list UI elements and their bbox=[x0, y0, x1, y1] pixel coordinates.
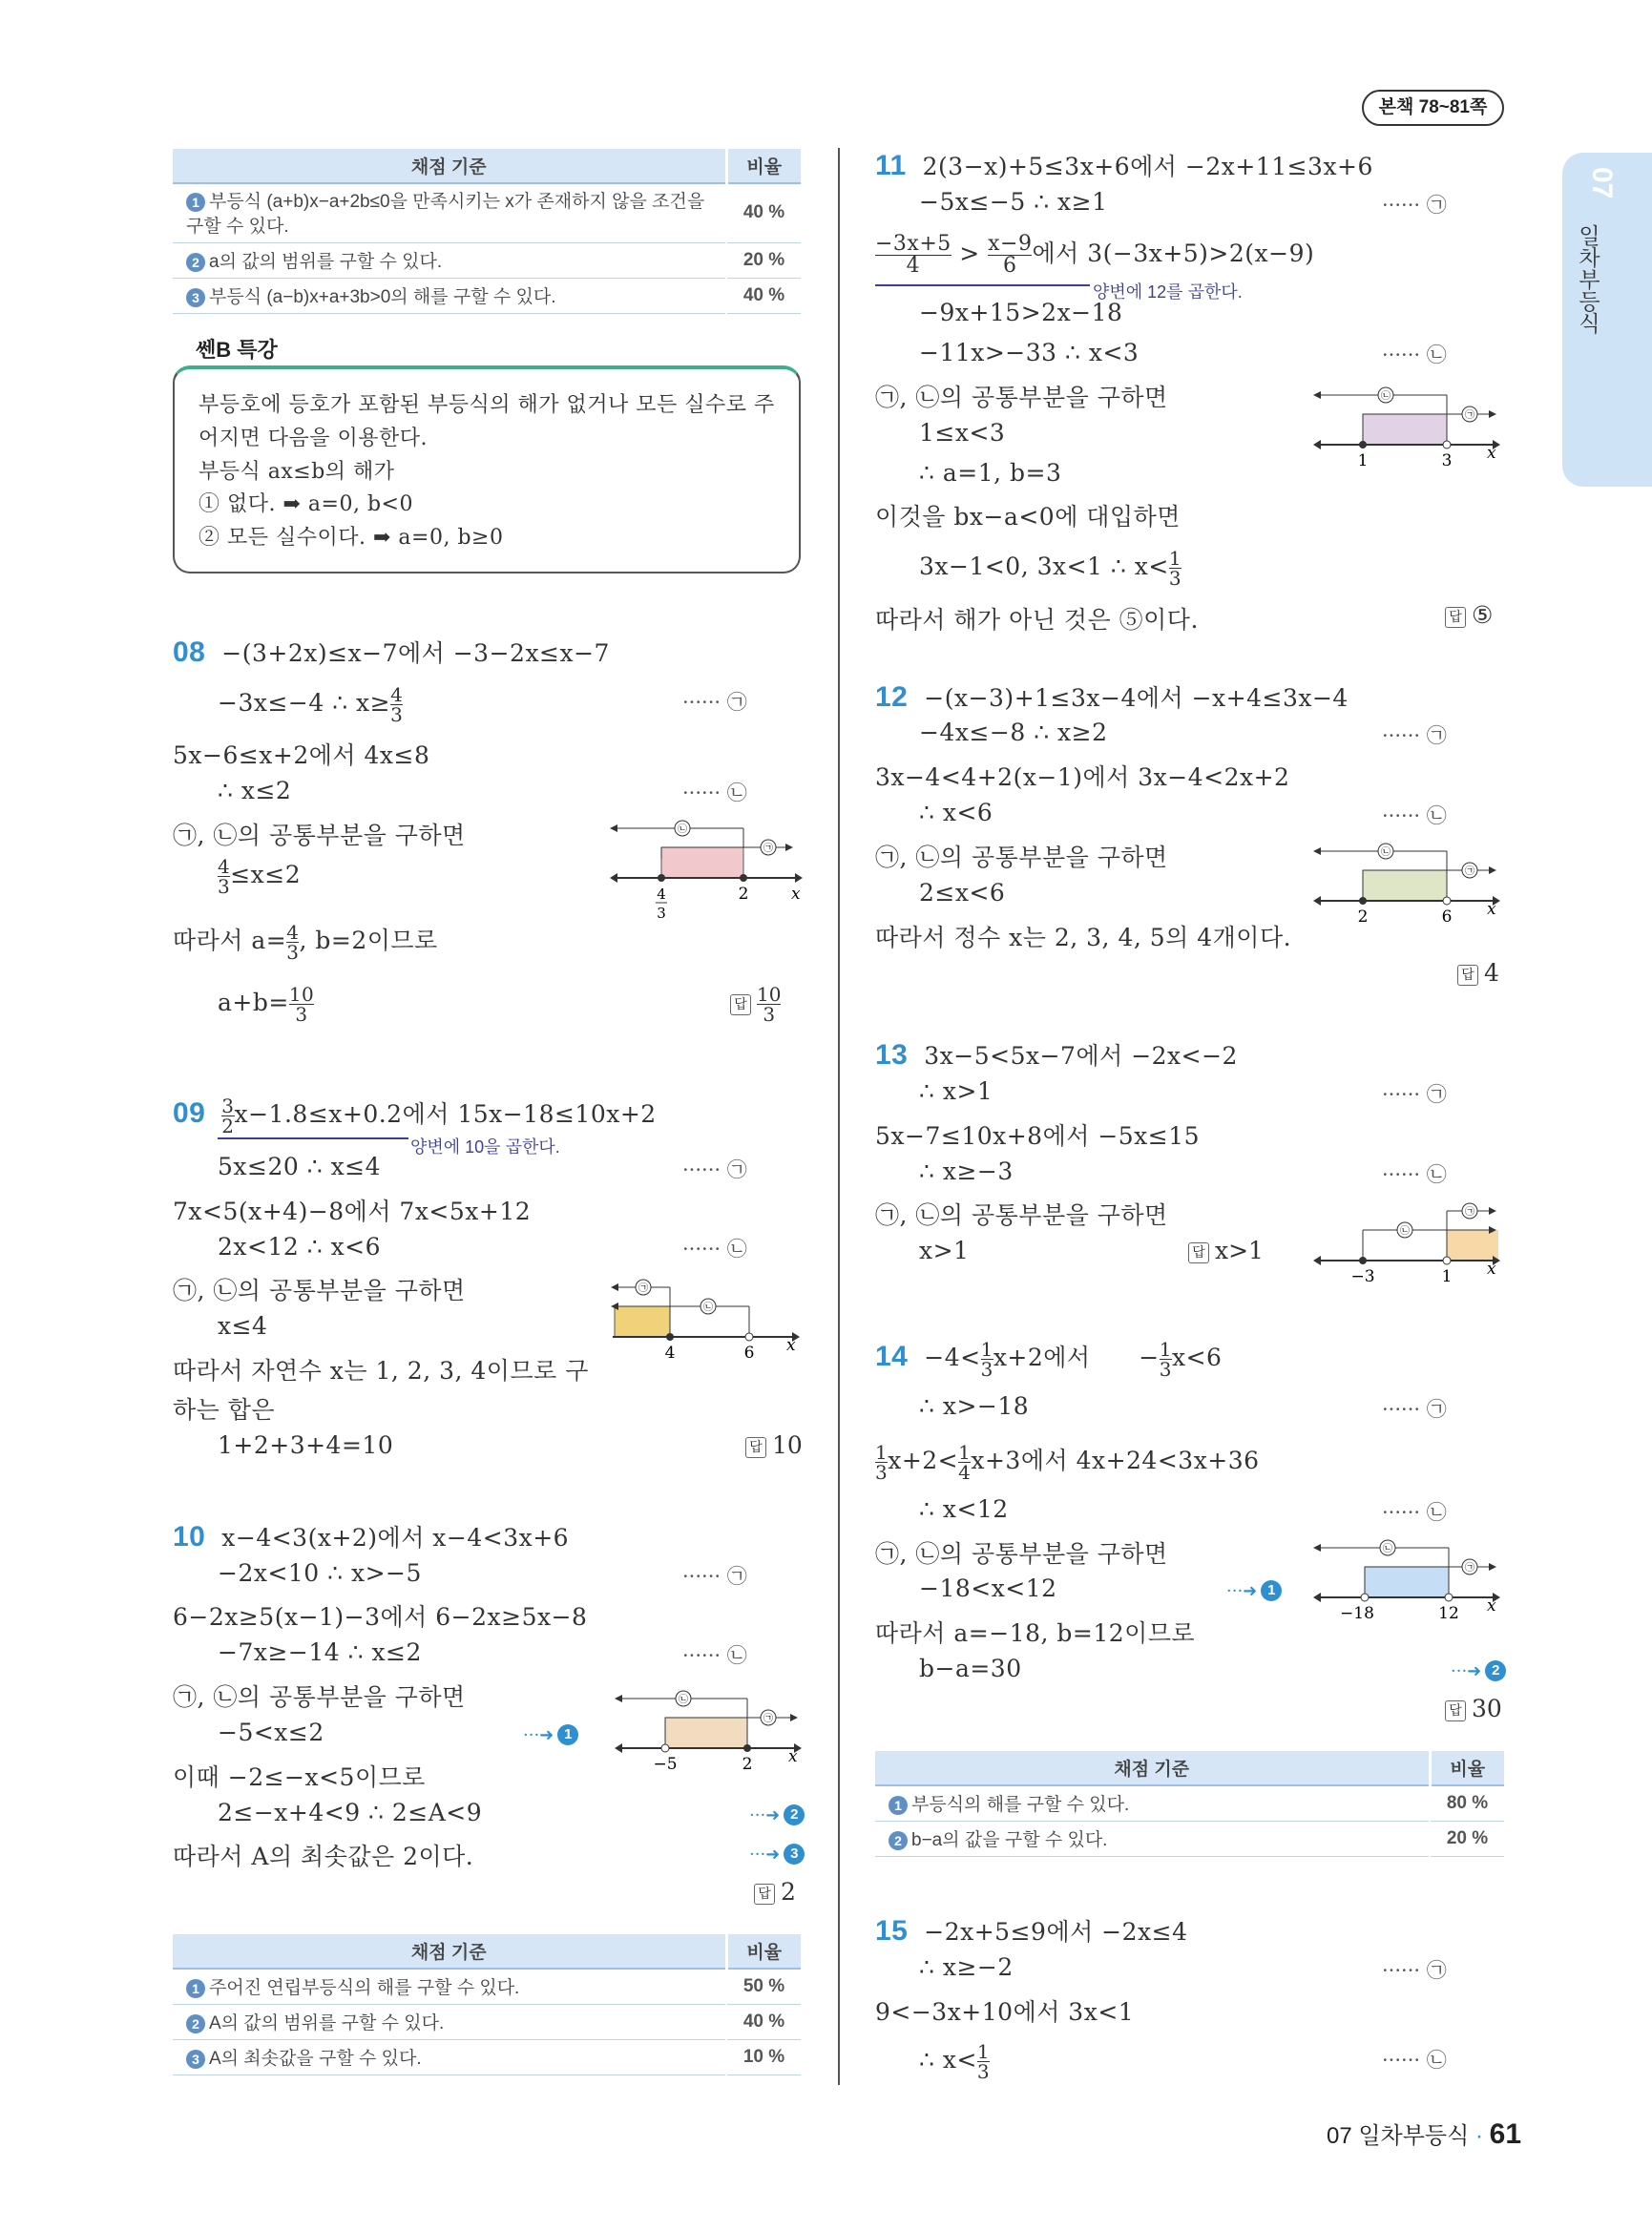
line: 3x−4<4+2(x−1)에서 3x−4<2x+2 bbox=[875, 763, 1290, 791]
svg-text:2: 2 bbox=[742, 1755, 753, 1774]
marker-2: ······ ㉡ bbox=[1382, 2049, 1447, 2072]
line: −7x≥−14 ∴ x≤2 bbox=[218, 1638, 422, 1666]
number-line-08 bbox=[606, 819, 806, 926]
problem-09: 09 $\frac{3}{2}$ x−1.8≤x+0.2에서 15x−18≤10x+2 bbox=[173, 1095, 657, 1137]
marker-2: ······ ㉡ bbox=[682, 782, 747, 804]
line: −3x≤−4 ∴ x≥ $\frac{4}{3}$ bbox=[218, 683, 404, 726]
svg-text:−3: −3 bbox=[1350, 1267, 1375, 1286]
line: ∴ x≥−2 bbox=[919, 1953, 1014, 1981]
line: 7x<5(x+4)−8에서 7x<5x+12 bbox=[173, 1198, 532, 1225]
line: ∴ x≥−3 bbox=[919, 1157, 1014, 1185]
number-line-11 bbox=[1309, 382, 1505, 472]
line: ∴ x>1 bbox=[919, 1077, 993, 1105]
line: 따라서 해가 아닌 것은 ⑤이다. bbox=[875, 606, 1199, 634]
line: ∴ a=1, b=3 bbox=[919, 459, 1062, 487]
table-header-rate: 비율 bbox=[726, 1934, 801, 1969]
marker-2: ······ ㉡ bbox=[682, 1238, 747, 1261]
line: 따라서 자연수 x는 1, 2, 3, 4이므로 구 bbox=[173, 1357, 589, 1385]
answer: 답 10 bbox=[745, 1431, 803, 1459]
answer: 답 2 bbox=[754, 1878, 796, 1906]
svg-text:㉠: ㉠ bbox=[763, 844, 773, 854]
svg-text:x: x bbox=[788, 1747, 798, 1766]
number-line-10 bbox=[611, 1685, 806, 1776]
line: 3x−1<0, 3x<1 ∴ x< $\frac{1}{3}$ bbox=[919, 547, 1182, 590]
line: −18<x<12 bbox=[919, 1574, 1057, 1602]
table-row: 3 부등식 (a−b)x+a+3b>0의 해를 구할 수 있다. 40 % bbox=[173, 278, 801, 313]
number-line-14 bbox=[1309, 1534, 1505, 1625]
side-tab-title: 일차부등식 bbox=[1576, 224, 1600, 334]
svg-text:3: 3 bbox=[657, 905, 666, 922]
svg-text:㉠: ㉠ bbox=[1465, 1207, 1474, 1218]
problem-10: 10 x−4<3(x+2)에서 x−4<3x+6 bbox=[173, 1521, 570, 1553]
line: ㉠, ㉡의 공통부분을 구하면 bbox=[875, 1201, 1168, 1229]
svg-text:2: 2 bbox=[1357, 907, 1369, 927]
svg-text:㉠: ㉠ bbox=[1465, 866, 1474, 877]
marker-2: ······ ㉡ bbox=[1382, 1501, 1447, 1524]
scoring-table-2 bbox=[173, 1934, 801, 2075]
svg-text:x: x bbox=[1487, 444, 1496, 463]
line: $\frac{4}{3}$ ≤x≤2 bbox=[218, 855, 302, 898]
line: ㉠, ㉡의 공통부분을 구하면 bbox=[173, 822, 466, 849]
column-divider bbox=[838, 148, 840, 2085]
line: $\frac{-3x+5}{4}$ > $\frac{x-9}{6}$ 에서 3(−3x+5)>2(x−9) bbox=[875, 232, 1315, 278]
line: ∴ x≤2 bbox=[218, 777, 292, 804]
problem-13: 13 3x−5<5x−7에서 −2x<−2 bbox=[875, 1039, 1238, 1071]
svg-text:−18: −18 bbox=[1340, 1604, 1374, 1623]
table-row: 1 부등식 (a+b)x−a+2b≤0을 만족시키는 x가 존재하지 않을 조건을 구할 수 있다. 40 % bbox=[173, 183, 801, 242]
marker-1: ······ ㉠ bbox=[1382, 1959, 1447, 1982]
line: 이것을 bx−a<0에 대입하면 bbox=[875, 503, 1181, 531]
line: ∴ x<12 bbox=[919, 1495, 1009, 1523]
svg-text:x: x bbox=[1487, 900, 1496, 919]
answer: 답 x>1 bbox=[1188, 1237, 1264, 1264]
tip-line: 부등식 ax≤b의 해가 bbox=[199, 460, 395, 484]
svg-text:1: 1 bbox=[1357, 451, 1369, 470]
line: 2≤−x+4<9 ∴ 2≤A<9 bbox=[218, 1799, 483, 1826]
step-marker: ···➜ 1 bbox=[1226, 1574, 1282, 1602]
line: 이때 −2≤−x<5이므로 bbox=[173, 1763, 426, 1791]
page-number: 61 bbox=[1489, 2118, 1522, 2150]
svg-text:㉠: ㉠ bbox=[1465, 1563, 1474, 1574]
tip-line: ① 없다. ➡ a=0, b<0 bbox=[199, 492, 413, 516]
line: 따라서 정수 x는 2, 3, 4, 5의 4개이다. bbox=[875, 924, 1292, 951]
line: 1≤x<3 bbox=[919, 419, 1006, 447]
line: ㉠, ㉡의 공통부분을 구하면 bbox=[173, 1277, 466, 1304]
line: ㉠, ㉡의 공통부분을 구하면 bbox=[173, 1683, 466, 1711]
step-marker: ···➜ 2 bbox=[749, 1799, 805, 1826]
problem-11: 11 2(3−x)+5≤3x+6에서 −2x+11≤3x+6 bbox=[875, 150, 1373, 181]
line: x>1 bbox=[919, 1237, 970, 1264]
answer: 답 30 bbox=[1445, 1695, 1502, 1722]
table-header-rate: 비율 bbox=[726, 149, 801, 183]
svg-text:㉡: ㉡ bbox=[1383, 1544, 1392, 1554]
marker-2: ······ ㉡ bbox=[1382, 344, 1447, 366]
table-row: 3 A의 최솟값을 구할 수 있다. 10 % bbox=[173, 2039, 801, 2075]
svg-text:x: x bbox=[1487, 1596, 1496, 1616]
tip-title: 쎈B 특강 bbox=[196, 338, 278, 362]
answer: 답 4 bbox=[1457, 959, 1499, 987]
line: 5x−7≤10x+8에서 −5x≤15 bbox=[875, 1122, 1201, 1150]
line: a+b= $\frac{10}{3}$ bbox=[218, 983, 315, 1026]
line: ∴ x>−18 bbox=[919, 1392, 1030, 1420]
line: −2x<10 ∴ x>−5 bbox=[218, 1559, 422, 1587]
side-tab-number: 07 bbox=[1586, 167, 1618, 199]
svg-text:㉡: ㉡ bbox=[1381, 847, 1391, 858]
svg-text:−5: −5 bbox=[653, 1755, 678, 1774]
line: −11x>−33 ∴ x<3 bbox=[919, 339, 1140, 366]
line: 2x<12 ∴ x<6 bbox=[218, 1233, 382, 1261]
line: ㉠, ㉡의 공통부분을 구하면 bbox=[875, 1540, 1168, 1568]
note-line bbox=[875, 284, 1090, 286]
table-header-criteria: 채점 기준 bbox=[875, 1751, 1430, 1785]
svg-text:x: x bbox=[791, 885, 801, 904]
marker-1: ······ ㉠ bbox=[682, 1158, 747, 1181]
svg-text:6: 6 bbox=[1441, 907, 1453, 927]
marker-2: ······ ㉡ bbox=[1382, 1163, 1447, 1186]
line: x≤4 bbox=[218, 1312, 268, 1340]
problem-14: 14 −4< $\frac{1}{3}$ x+2에서 − $\frac{1}{3}$ x<6 bbox=[875, 1338, 1223, 1381]
table-row: 2 a의 값의 범위를 구할 수 있다. 20 % bbox=[173, 242, 801, 278]
line: 9<−3x+10에서 3x<1 bbox=[875, 1998, 1135, 2026]
svg-text:2: 2 bbox=[738, 885, 749, 904]
svg-text:㉡: ㉡ bbox=[1400, 1226, 1410, 1237]
marker-1: ······ ㉠ bbox=[1382, 1398, 1447, 1421]
svg-text:x: x bbox=[1487, 1260, 1496, 1279]
svg-text:6: 6 bbox=[743, 1344, 755, 1363]
table-header-criteria: 채점 기준 bbox=[173, 1934, 726, 1969]
answer: 답 $\frac{10}{3}$ bbox=[730, 985, 781, 1024]
problem-12: 12 −(x−3)+1≤3x−4에서 −x+4≤3x−4 bbox=[875, 681, 1349, 713]
svg-text:㉡: ㉡ bbox=[678, 824, 687, 835]
svg-text:12: 12 bbox=[1438, 1604, 1459, 1623]
line: −4x≤−8 ∴ x≥2 bbox=[919, 719, 1108, 746]
tip-line: 어지면 다음을 이용한다. bbox=[199, 427, 429, 450]
line: 따라서 a=−18, b=12이므로 bbox=[875, 1619, 1196, 1647]
line: 따라서 a= $\frac{4}{3}$ , b=2이므로 bbox=[173, 921, 438, 964]
line: −9x+15>2x−18 bbox=[919, 299, 1123, 326]
svg-text:㉠: ㉠ bbox=[763, 1714, 773, 1724]
step-marker: ···➜ 1 bbox=[523, 1719, 578, 1746]
table-header-rate: 비율 bbox=[1430, 1751, 1504, 1785]
svg-text:4: 4 bbox=[664, 1344, 676, 1363]
line: −5<x≤2 bbox=[218, 1719, 324, 1746]
book-ref-badge: 본책 78~81쪽 bbox=[1362, 90, 1504, 126]
line: 6−2x≥5(x−1)−3에서 6−2x≥5x−8 bbox=[173, 1603, 588, 1631]
svg-text:㉡: ㉡ bbox=[679, 1695, 688, 1705]
line: 2≤x<6 bbox=[919, 879, 1006, 907]
problem-15: 15 −2x+5≤9에서 −2x≤4 bbox=[875, 1915, 1188, 1947]
svg-text:3: 3 bbox=[1441, 451, 1453, 470]
line: b−a=30 bbox=[919, 1655, 1022, 1682]
step-marker: ···➜ 2 bbox=[1451, 1655, 1506, 1682]
table-row: 2 b−a의 값을 구할 수 있다. 20 % bbox=[875, 1821, 1504, 1856]
number-line-13 bbox=[1309, 1198, 1505, 1288]
table-header-criteria: 채점 기준 bbox=[173, 149, 726, 183]
line: ∴ x<6 bbox=[919, 799, 993, 826]
marker-2: ······ ㉡ bbox=[1382, 804, 1447, 827]
marker-1: ······ ㉠ bbox=[1382, 724, 1447, 747]
table-row: 1 부등식의 해를 구할 수 있다. 80 % bbox=[875, 1785, 1504, 1821]
step-marker: ···➜ 3 bbox=[749, 1838, 805, 1866]
svg-text:4: 4 bbox=[657, 886, 666, 903]
tip-line: 부등호에 등호가 포함된 부등식의 해가 없거나 모든 실수로 주 bbox=[199, 393, 775, 417]
line: ∴ x< $\frac{1}{3}$ bbox=[919, 2040, 991, 2083]
svg-text:㉠: ㉠ bbox=[638, 1283, 648, 1294]
marker-1: ······ ㉠ bbox=[682, 1565, 747, 1588]
note: 양변에 10을 곱한다. bbox=[410, 1137, 560, 1157]
scoring-table-3 bbox=[875, 1751, 1504, 1857]
marker-1: ······ ㉠ bbox=[682, 691, 747, 714]
marker-1: ······ ㉠ bbox=[1382, 1083, 1447, 1106]
svg-text:㉠: ㉠ bbox=[1465, 410, 1474, 421]
line: 5x−6≤x+2에서 4x≤8 bbox=[173, 741, 430, 769]
number-line-12 bbox=[1309, 838, 1505, 928]
table-row: 2 A의 값의 범위를 구할 수 있다. 40 % bbox=[173, 2004, 801, 2039]
svg-text:1: 1 bbox=[1441, 1267, 1453, 1286]
svg-text:㉡: ㉡ bbox=[703, 1303, 713, 1313]
line: 하는 합은 bbox=[173, 1396, 276, 1424]
marker-2: ······ ㉡ bbox=[682, 1644, 747, 1667]
marker-1: ······ ㉠ bbox=[1382, 194, 1447, 217]
note: 양변에 12를 곱한다. bbox=[1093, 282, 1243, 302]
line: $\frac{1}{3}$ x+2< $\frac{1}{4}$ x+3에서 4x+24<3x+36 bbox=[875, 1441, 1260, 1484]
number-line-09 bbox=[609, 1274, 805, 1365]
svg-text:㉡: ㉡ bbox=[1381, 391, 1391, 402]
svg-text:x: x bbox=[786, 1336, 796, 1355]
line: ㉠, ㉡의 공통부분을 구하면 bbox=[875, 384, 1168, 411]
scoring-table-1 bbox=[173, 149, 801, 314]
line: 5x≤20 ∴ x≤4 bbox=[218, 1153, 382, 1180]
line: 따라서 A의 최솟값은 2이다. bbox=[173, 1843, 474, 1870]
line: −5x≤−5 ∴ x≥1 bbox=[919, 188, 1108, 216]
problem-08: 08 −(3+2x)≤x−7에서 −3−2x≤x−7 bbox=[173, 636, 610, 668]
line: 1+2+3+4=10 bbox=[218, 1431, 394, 1459]
note-line bbox=[218, 1137, 408, 1139]
line: ㉠, ㉡의 공통부분을 구하면 bbox=[875, 844, 1168, 871]
footer-chapter: 07 일차부등식 · 61 bbox=[1327, 2118, 1522, 2150]
table-row: 1 주어진 연립부등식의 해를 구할 수 있다. 50 % bbox=[173, 1969, 801, 2004]
answer: 답 ⑤ bbox=[1445, 601, 1493, 629]
tip-line: ② 모든 실수이다. ➡ a=0, b≥0 bbox=[199, 526, 504, 550]
